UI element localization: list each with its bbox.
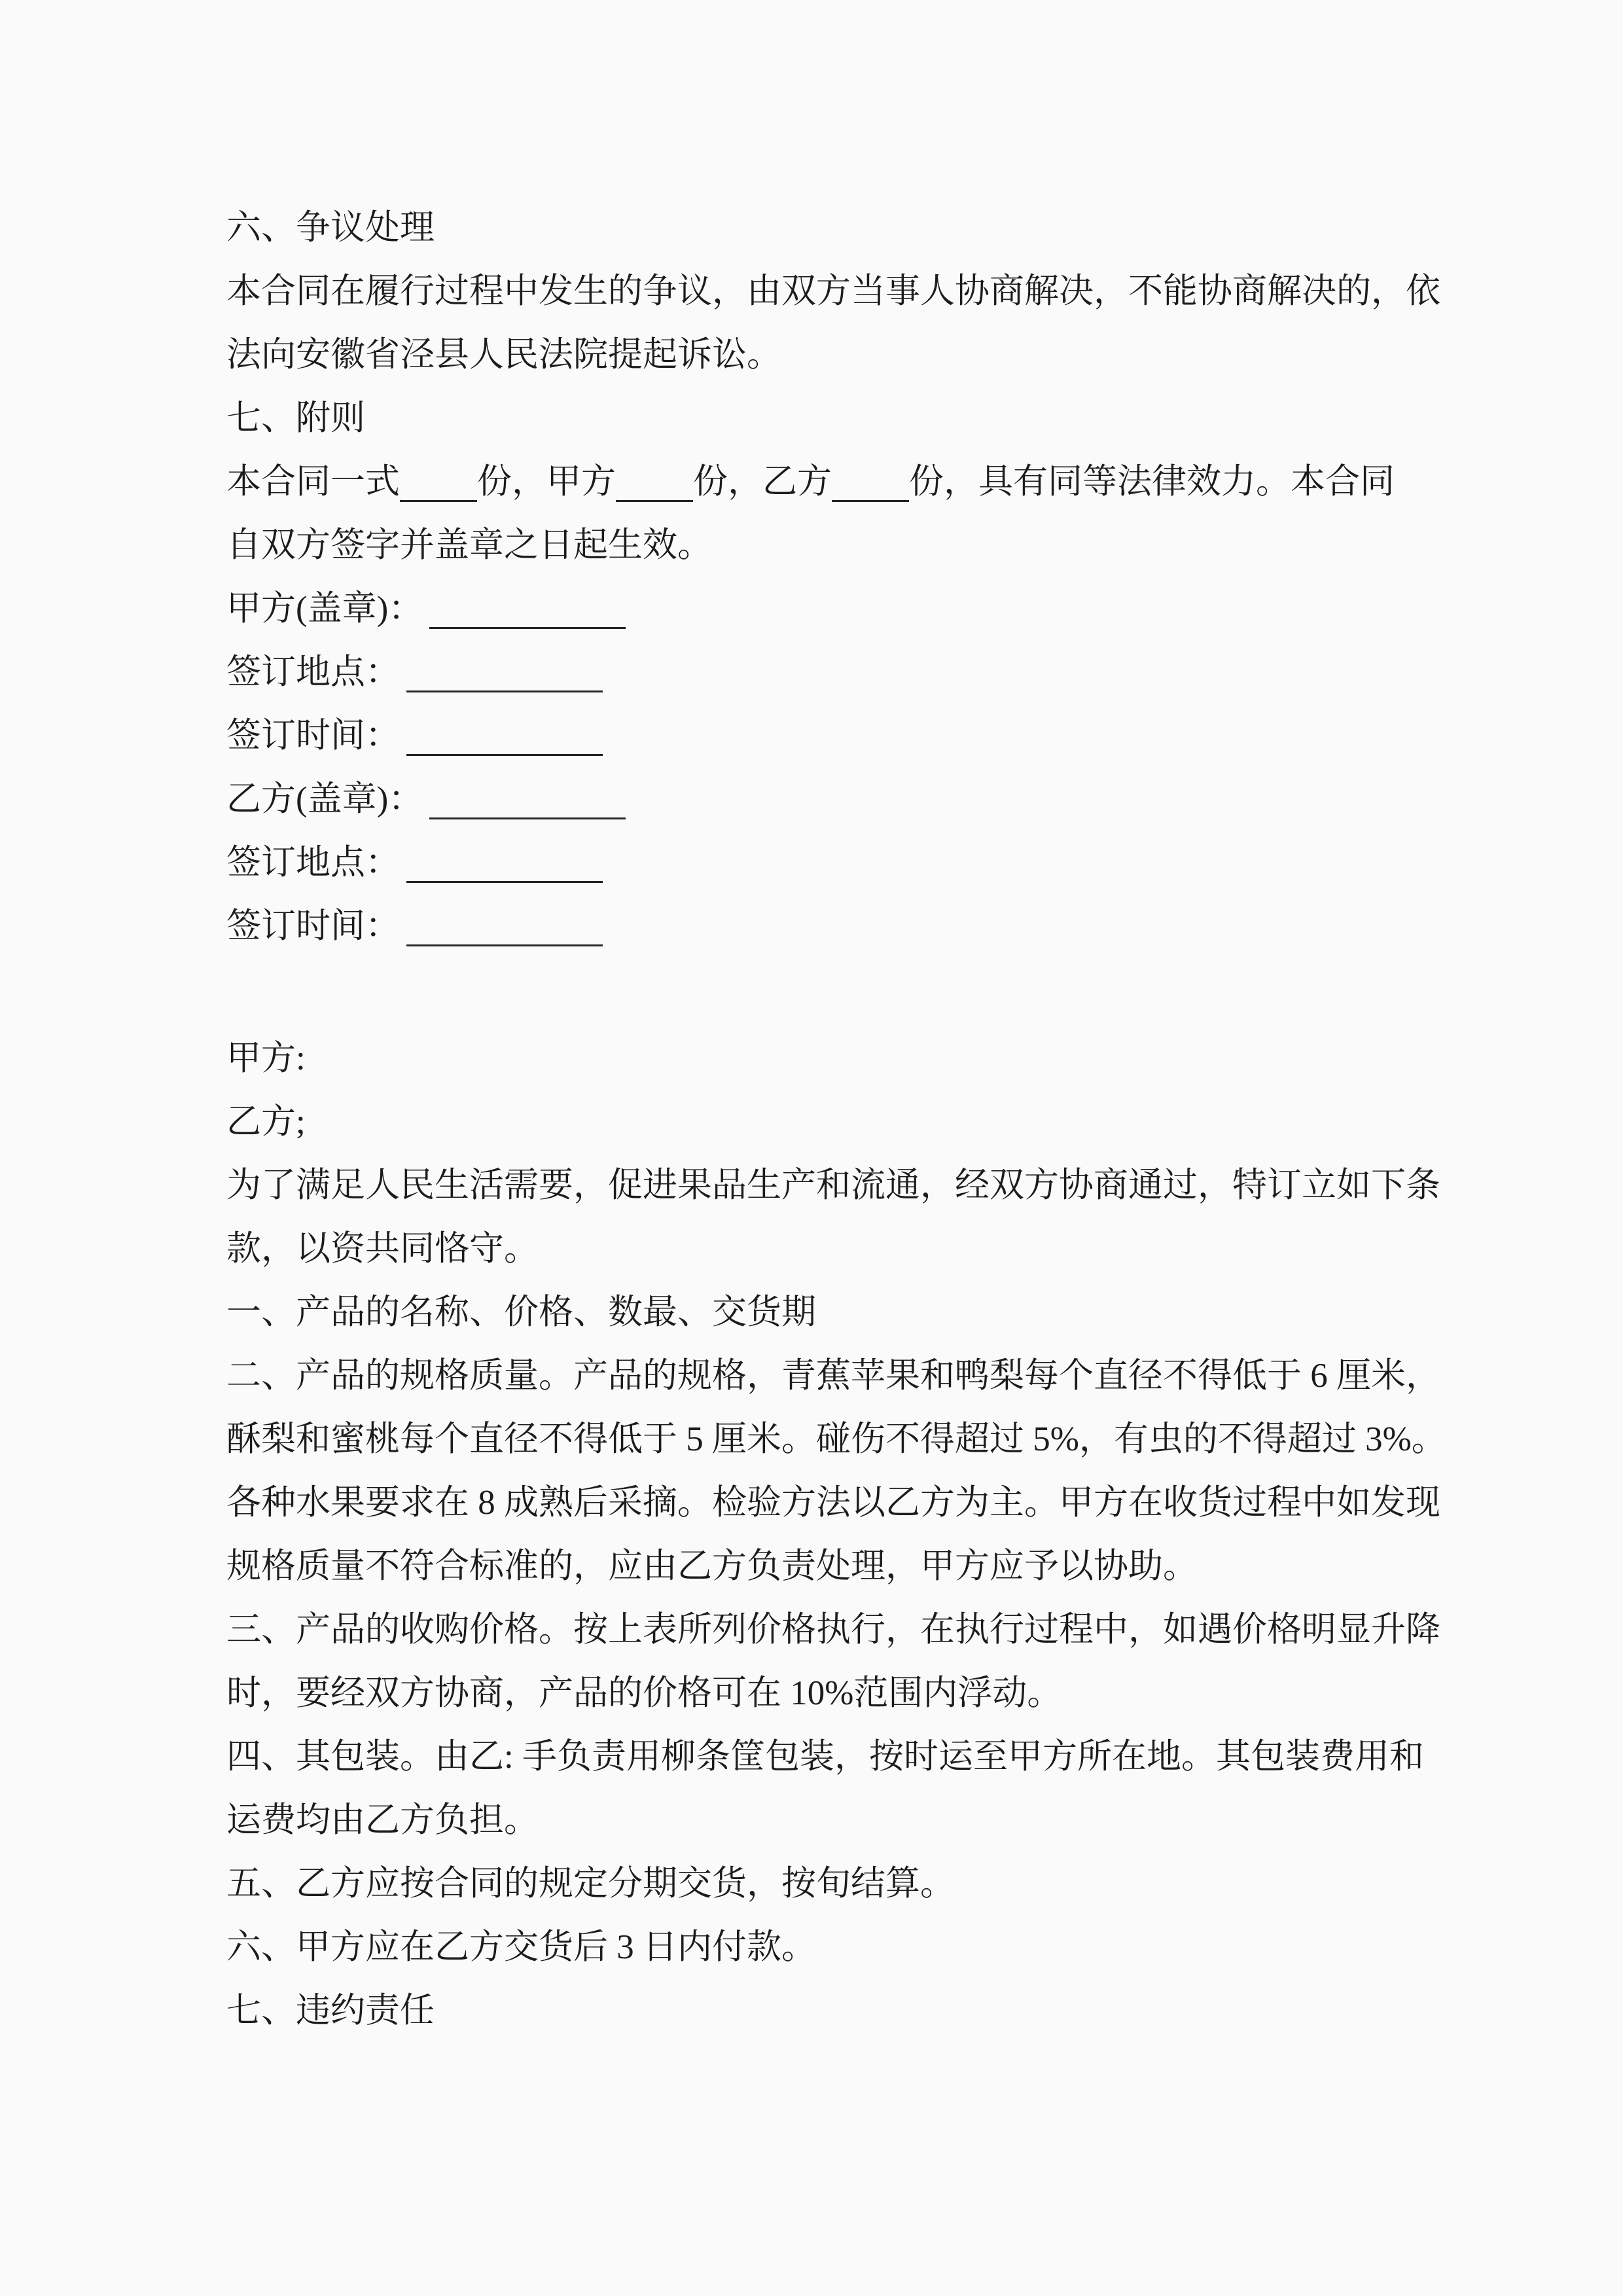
copies-blank-party-b <box>832 486 909 502</box>
party-b-seal-label: 乙方(盖章)： <box>226 780 423 818</box>
party-a-place-label: 签订地点： <box>226 653 400 691</box>
party-a-place-blank <box>406 676 603 692</box>
clause-3-line-1: 三、产品的收购价格。按上表所列价格执行，在执行过程中，如遇价格明显升降 <box>226 1611 1440 1649</box>
clause-2-line-2: 酥梨和蜜桃每个直径不得低于 5 厘米。碰伤不得超过 5%，有虫的不得超过 3%。 <box>226 1420 1446 1458</box>
party-b-label-line: 乙方; <box>226 1103 306 1141</box>
party-b-time-line <box>226 895 1412 958</box>
dispute-body-line-1: 本合同在履行过程中发生的争议，由双方当事人协商解决，不能协商解决的，依 <box>226 272 1440 310</box>
copies-text-pre: 本合同一式 <box>226 463 400 501</box>
party-a-time-label: 签订时间： <box>226 717 400 755</box>
clause-1-line: 一、产品的名称、价格、数最、交货期 <box>226 1293 816 1331</box>
copies-line <box>226 450 1412 514</box>
copies-text-post: 份，具有同等法律效力。本合同 <box>909 463 1395 501</box>
copies-text-mid1: 份，甲方 <box>477 463 616 501</box>
clause-2-line-1: 二、产品的规格质量。产品的规格，青蕉苹果和鸭梨每个直径不得低于 6 厘米， <box>226 1357 1440 1395</box>
dispute-body-line-2: 法向安徽省泾县人民法院提起诉讼。 <box>226 336 781 374</box>
clause-7-line: 七、违约责任 <box>226 1992 435 2030</box>
clause-2-line-4: 规格质量不符合标准的，应由乙方负责处理，甲方应予以协助。 <box>226 1547 1198 1585</box>
party-b-seal-line <box>226 768 1412 831</box>
party-a-time-line <box>226 704 1412 768</box>
party-a-seal-line <box>226 577 1412 641</box>
clause-4-line-1: 四、其包装。由乙: 手负责用柳条筐包装，按时运至甲方所在地。其包装费用和 <box>226 1738 1424 1776</box>
dispute-heading: 六、争议处理 <box>226 209 435 247</box>
appendix-heading: 七、附则 <box>226 399 365 437</box>
copies-text-mid2: 份，乙方 <box>693 463 832 501</box>
clause-4-line-2: 运费均由乙方负担。 <box>226 1801 539 1839</box>
copies-blank-party-a <box>616 486 693 502</box>
party-b-seal-blank <box>429 803 626 819</box>
effective-date-line: 自双方签字并盖章之日起生效。 <box>226 526 712 564</box>
clause-5-line: 五、乙方应按合同的规定分期交货，按旬结算。 <box>226 1865 955 1903</box>
party-a-seal-blank <box>429 613 626 629</box>
preamble-line-2: 款，以资共同恪守。 <box>226 1230 539 1268</box>
preamble-line-1: 为了满足人民生活需要，促进果品生产和流通，经双方协商通过，特订立如下条 <box>226 1166 1440 1204</box>
party-b-time-label: 签订时间： <box>226 907 400 945</box>
party-b-place-label: 签订地点： <box>226 844 400 882</box>
party-a-label-line: 甲方: <box>226 1039 306 1077</box>
clause-3-line-2: 时，要经双方协商，产品的价格可在 10%范围内浮动。 <box>226 1674 1062 1712</box>
party-a-place-line <box>226 641 1412 704</box>
clause-2-line-3: 各种水果要求在 8 成熟后采摘。检验方法以乙方为主。甲方在收货过程中如发现 <box>226 1484 1440 1522</box>
copies-blank-total <box>400 486 477 502</box>
section-spacer <box>226 958 1412 1027</box>
party-b-place-line <box>226 831 1412 895</box>
clause-6-line: 六、甲方应在乙方交货后 3 日内付款。 <box>226 1928 816 1966</box>
party-b-place-blank <box>406 867 603 883</box>
party-b-time-blank <box>406 930 603 946</box>
party-a-time-blank <box>406 740 603 756</box>
party-a-seal-label: 甲方(盖章)： <box>226 590 423 628</box>
contract-text-block <box>226 196 1446 2043</box>
